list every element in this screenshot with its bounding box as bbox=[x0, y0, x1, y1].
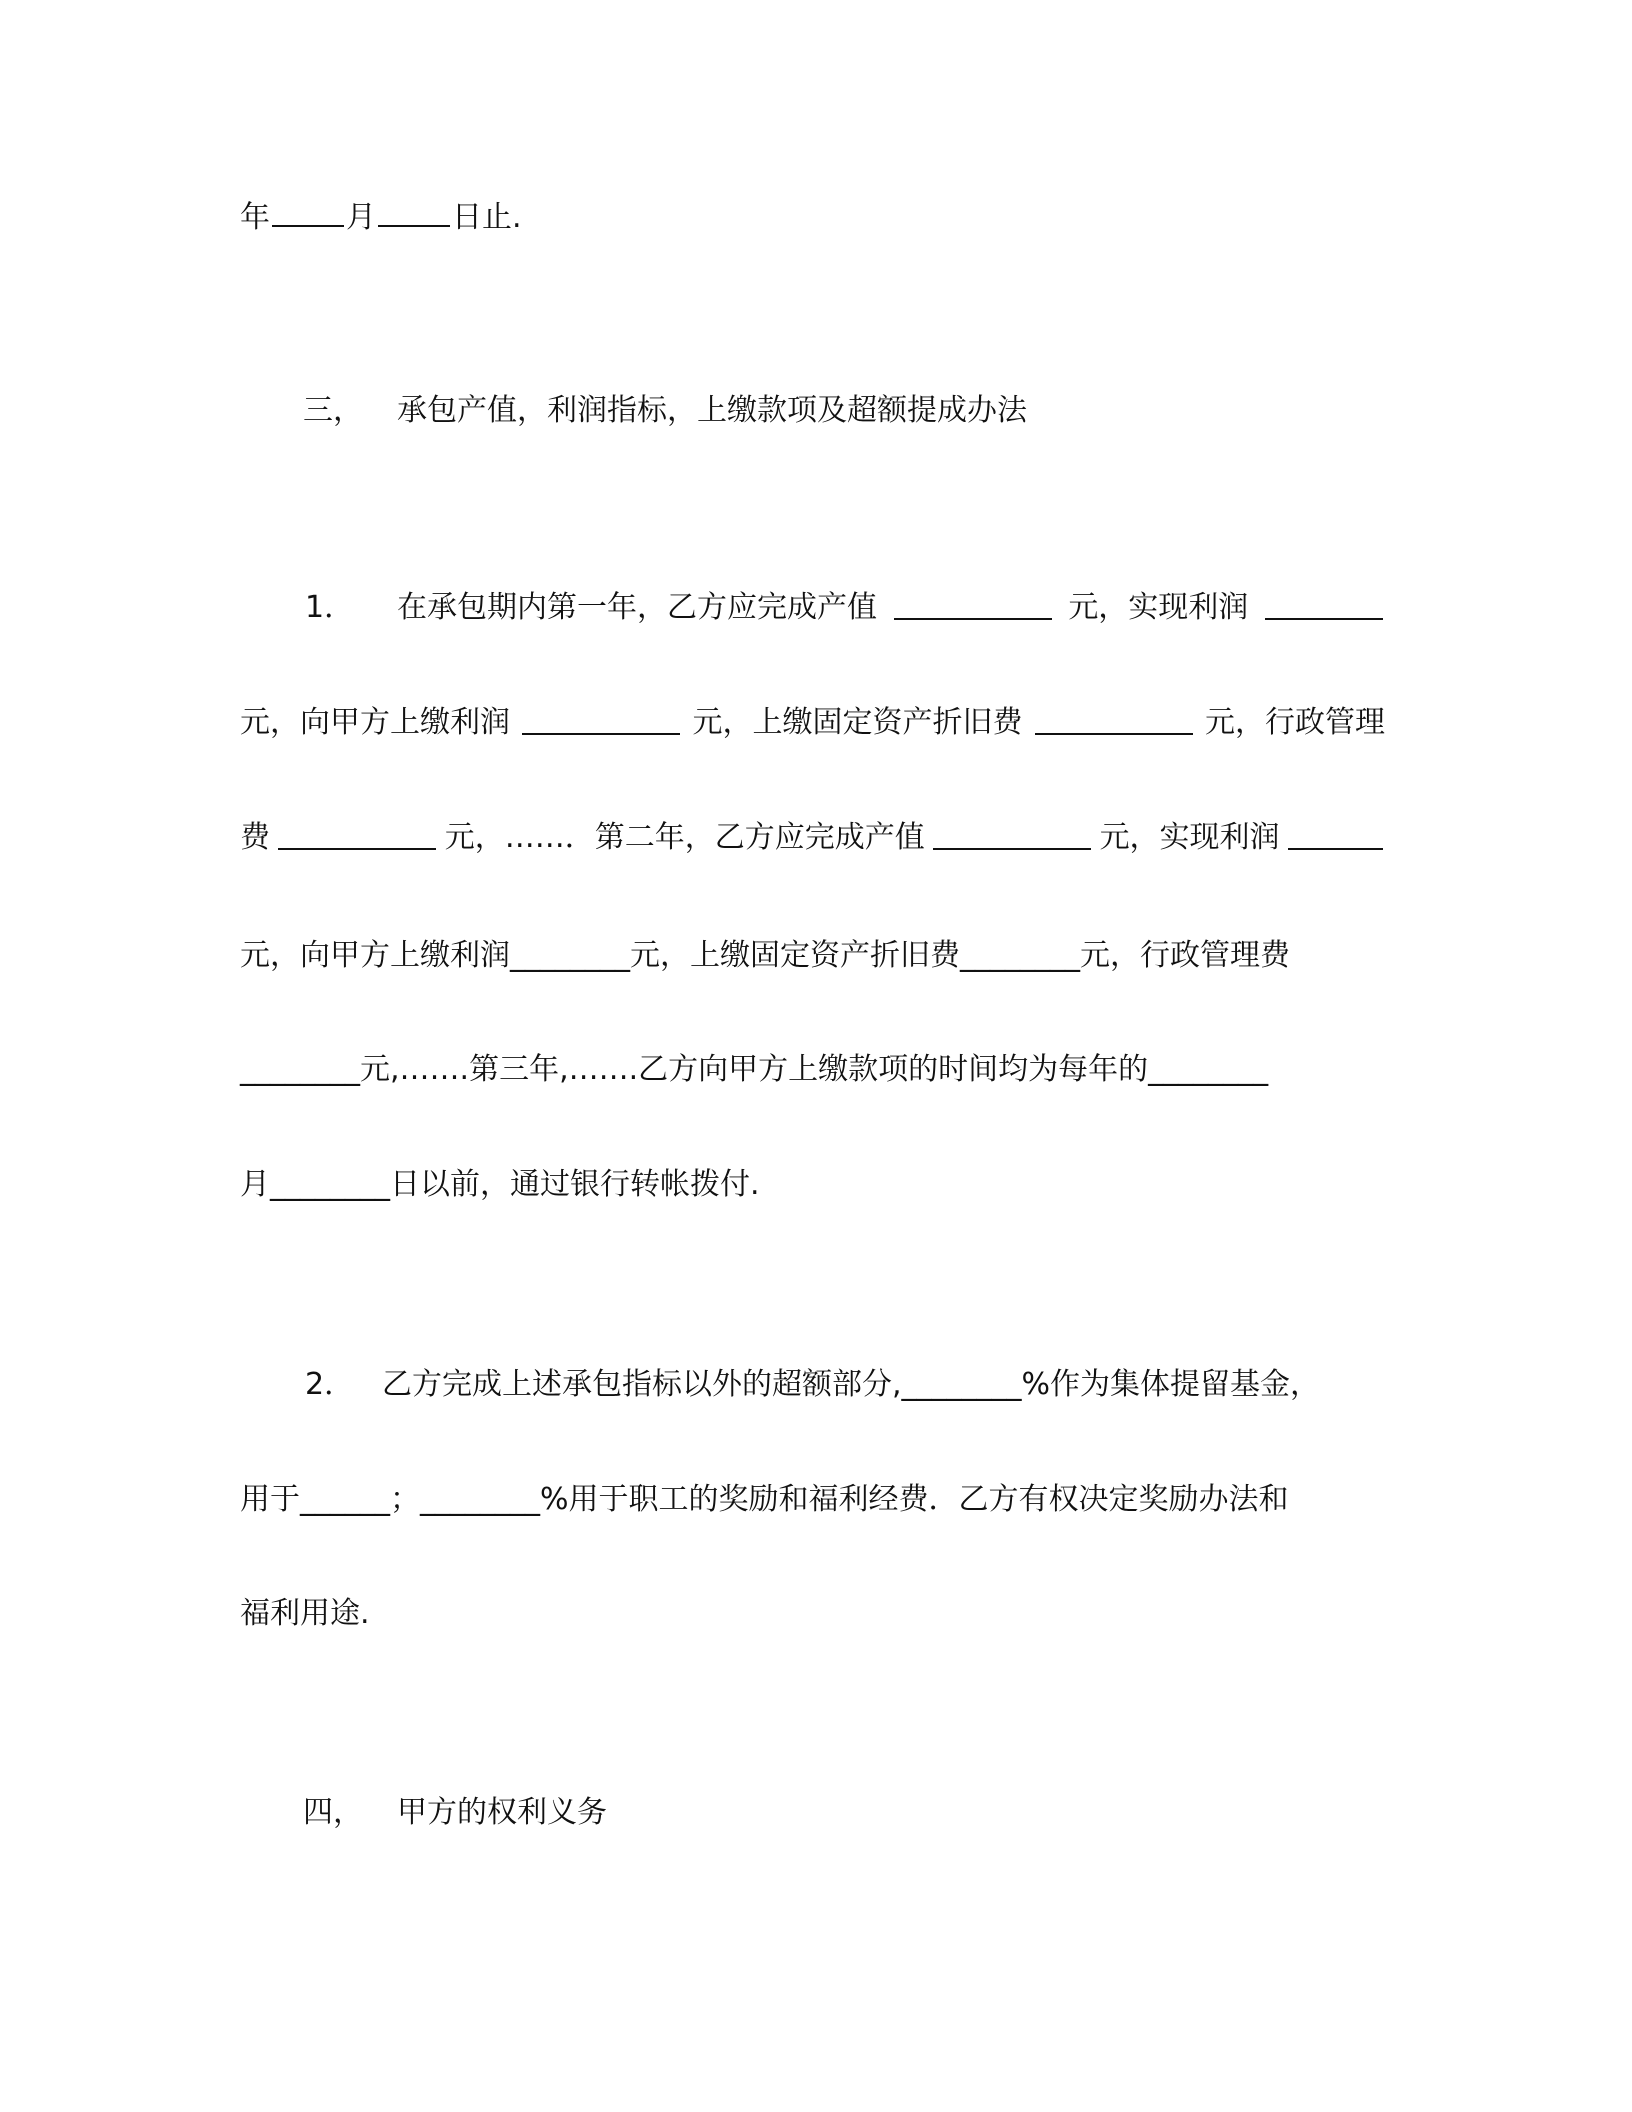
item-1-line-6: 月________日以前，通过银行转帐拨付. bbox=[240, 1167, 760, 1202]
item-1-text-d: 元，上缴固定资产折旧费 bbox=[692, 705, 1023, 740]
item-1-line-2 bbox=[240, 703, 1385, 743]
item-1-text-a: 在承包期内第一年，乙方应完成产值 bbox=[397, 590, 877, 625]
profit-blank bbox=[1265, 588, 1383, 620]
month-blank bbox=[272, 195, 344, 227]
item-2-line-1: 乙方完成上述承包指标以外的超额部分,________%作为集体提留基金， bbox=[382, 1367, 1321, 1402]
profit-payment-blank bbox=[522, 703, 680, 735]
depreciation-blank bbox=[1035, 703, 1193, 735]
item-1-line-4: 元，向甲方上缴利润________元，上缴固定资产折旧费________元，行政管理费 bbox=[240, 938, 1290, 973]
section-4-title: 甲方的权利义务 bbox=[397, 1795, 607, 1830]
admin-fee-blank bbox=[278, 818, 436, 850]
day-blank bbox=[378, 195, 450, 227]
item-1-text-h: 元，实现利润 bbox=[1099, 820, 1280, 855]
month-label: 月 bbox=[346, 200, 376, 235]
section-4-number: 四， bbox=[303, 1795, 363, 1830]
item-1-text-c: 元，向甲方上缴利润 bbox=[240, 705, 510, 740]
item-2-line-2: 用于______；________%用于职工的奖励和福利经费．乙方有权决定奖励办法和 bbox=[240, 1482, 1289, 1517]
item-1-number: 1． bbox=[305, 590, 355, 625]
item-1-line-3 bbox=[240, 818, 1385, 858]
year-2-output-blank bbox=[933, 818, 1091, 850]
section-3-title: 承包产值，利润指标，上缴款项及超额提成办法 bbox=[397, 393, 1027, 428]
year-label: 年 bbox=[240, 200, 270, 235]
day-label: 日止. bbox=[452, 200, 522, 235]
item-2-number: 2． bbox=[305, 1367, 355, 1402]
item-1-text-b: 元，实现利润 bbox=[1068, 590, 1249, 625]
item-1-text-e: 元，行政管理 bbox=[1205, 705, 1385, 740]
item-1-line-5: ________元,…….第三年,…….乙方向甲方上缴款项的时间均为每年的________ bbox=[240, 1052, 1269, 1087]
item-2-line-3: 福利用途. bbox=[240, 1596, 370, 1631]
item-1-line-1 bbox=[397, 588, 1385, 628]
year-2-profit-blank bbox=[1288, 818, 1383, 850]
item-1-text-g: 元，……．第二年，乙方应完成产值 bbox=[444, 820, 925, 855]
section-3-number: 三， bbox=[303, 393, 363, 428]
date-end-line bbox=[240, 195, 1385, 238]
item-1-text-f: 费 bbox=[240, 820, 270, 855]
output-value-blank bbox=[894, 588, 1052, 620]
